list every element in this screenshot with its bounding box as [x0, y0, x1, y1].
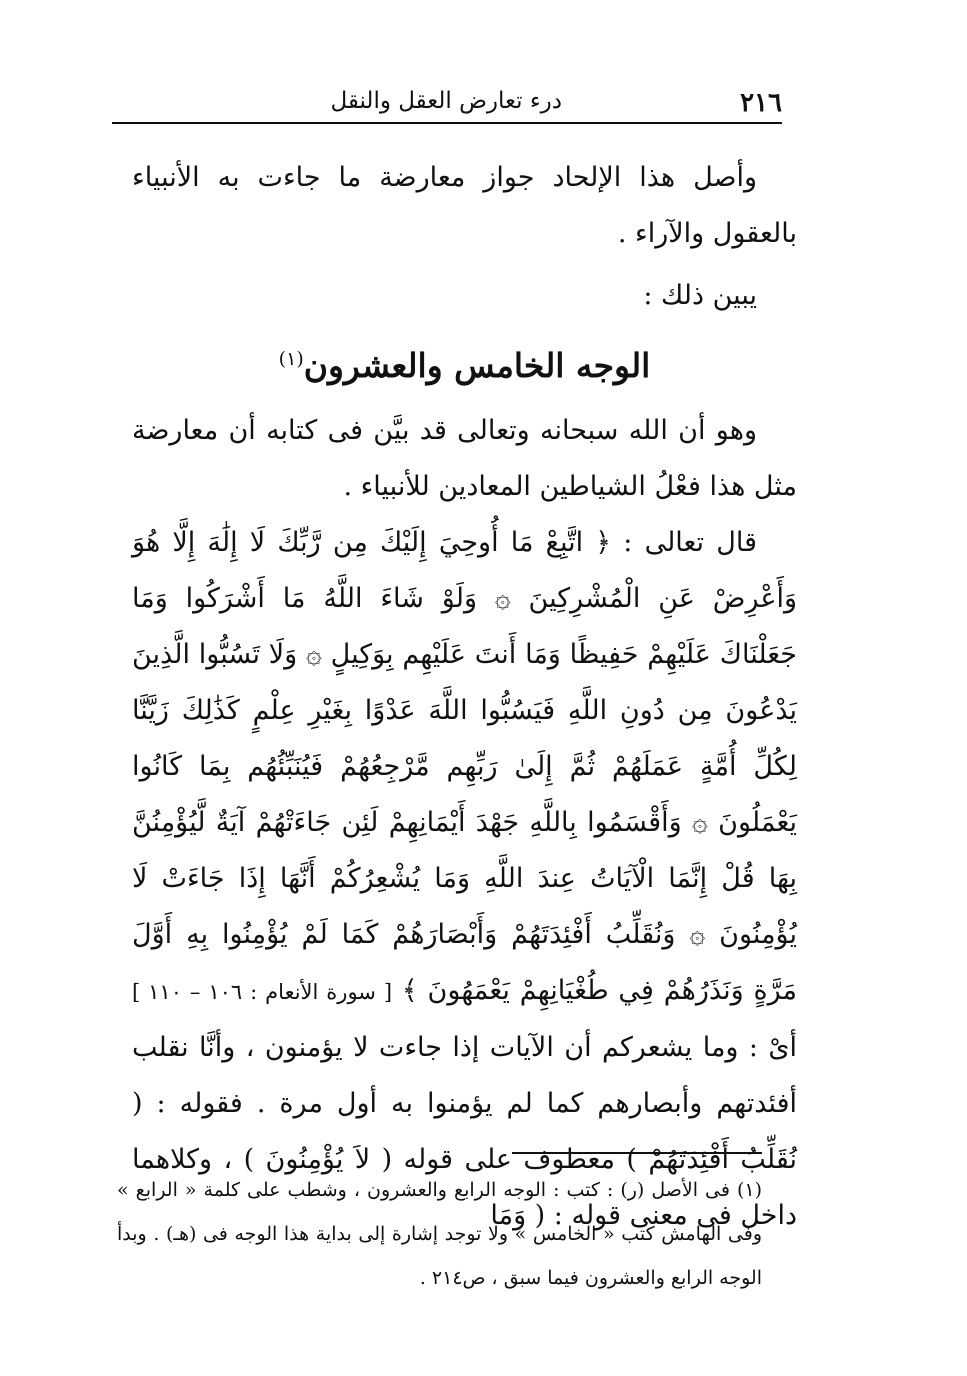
- book-title: درء تعارض العقل والنقل: [330, 88, 562, 114]
- footnote-text: (١) فى الأصل (ر) : كتب : الوجه الرابع والعشرون ، وشطب على كلمة « الرابع » وفى الهامش كتب « الخامس » ولا توجد إشارة إلى بداية هذا الوجه فى (هـ) . وبدأ الوجه الرابع والعشرون فيما سبق ، ص٢١٤ .: [117, 1179, 762, 1289]
- running-header: [112, 82, 782, 124]
- heading-footnote-marker: (١): [278, 348, 304, 370]
- section-heading: [132, 328, 797, 397]
- paragraph-lead-in: يبين ذلك :: [643, 280, 757, 311]
- paragraph-intro: وأصل هذا الإلحاد جواز معارضة ما جاءت به الأنبياء بالعقول والآراء .: [132, 162, 797, 249]
- footnote: [117, 1168, 762, 1300]
- paragraph-commentary: أىْ : وما يشعركم أن الآيات إذا جاءت لا يؤمنون ، وأنَّا نقلب أفئدتهم وأبصارهم كما لم يؤمنوا به أول مرة . فقوله : ( نُقَلِّبُ أَفْئِدَتَهُمْ ) معطوف على قوله ( لاَ يُؤْمِنُونَ ) ، وكلاهما داخل فى معنى قوله : ( وَمَا: [132, 1032, 797, 1231]
- section-heading-text: الوجه الخامس والعشرون: [303, 346, 651, 385]
- footnote-separator: [512, 1152, 762, 1154]
- main-text: [132, 150, 797, 1244]
- paragraph-quran-quote: [132, 515, 797, 1244]
- quran-verses: ﴿ اتَّبِعْ مَا أُوحِيَ إِلَيْكَ مِن رَّبِّكَ لَا إِلَٰهَ إِلَّا هُوَ وَأَعْرِضْ عَنِ الْمُشْرِكِينَ ۞ وَلَوْ شَاءَ اللَّهُ مَا أَشْرَكُوا وَمَا جَعَلْنَاكَ عَلَيْهِمْ حَفِيظًا وَمَا أَنتَ عَلَيْهِم بِوَكِيلٍ ۞ وَلَا تَسُبُّوا الَّذِينَ يَدْعُونَ مِن دُونِ اللَّهِ فَيَسُبُّوا اللَّهَ عَدْوًا بِغَيْرِ عِلْمٍ كَذَٰلِكَ زَيَّنَّا لِكُلِّ أُمَّةٍ عَمَلَهُمْ ثُمَّ إِلَىٰ رَبِّهِم مَّرْجِعُهُمْ فَيُنَبِّئُهُم بِمَا كَانُوا يَعْمَلُونَ ۞ وَأَقْسَمُوا بِاللَّهِ جَهْدَ أَيْمَانِهِمْ لَئِن جَاءَتْهُمْ آيَةٌ لَّيُؤْمِنُنَّ بِهَا قُلْ إِنَّمَا الْآيَاتُ عِندَ اللَّهِ وَمَا يُشْعِرُكُمْ أَنَّهَا إِذَا جَاءَتْ لَا يُؤْمِنُونَ ۞ وَنُقَلِّبُ أَفْئِدَتَهُمْ وَأَبْصَارَهُمْ كَمَا لَمْ يُؤْمِنُوا بِهِ أَوَّلَ مَرَّةٍ وَنَذَرُهُمْ فِي طُغْيَانِهِمْ يَعْمَهُونَ ﴾: [132, 527, 798, 1006]
- page-number: ٢١٦: [740, 88, 782, 118]
- quote-intro: قال تعالى :: [623, 527, 757, 558]
- paragraph-argument: وهو أن الله سبحانه وتعالى قد بيَّن فى كتابه أن معارضة مثل هذا فعْلُ الشياطين المعادين للأنبياء .: [132, 415, 797, 502]
- surah-reference: [ سورة الأنعام : ١٠٦ – ١١٠ ]: [132, 980, 393, 1004]
